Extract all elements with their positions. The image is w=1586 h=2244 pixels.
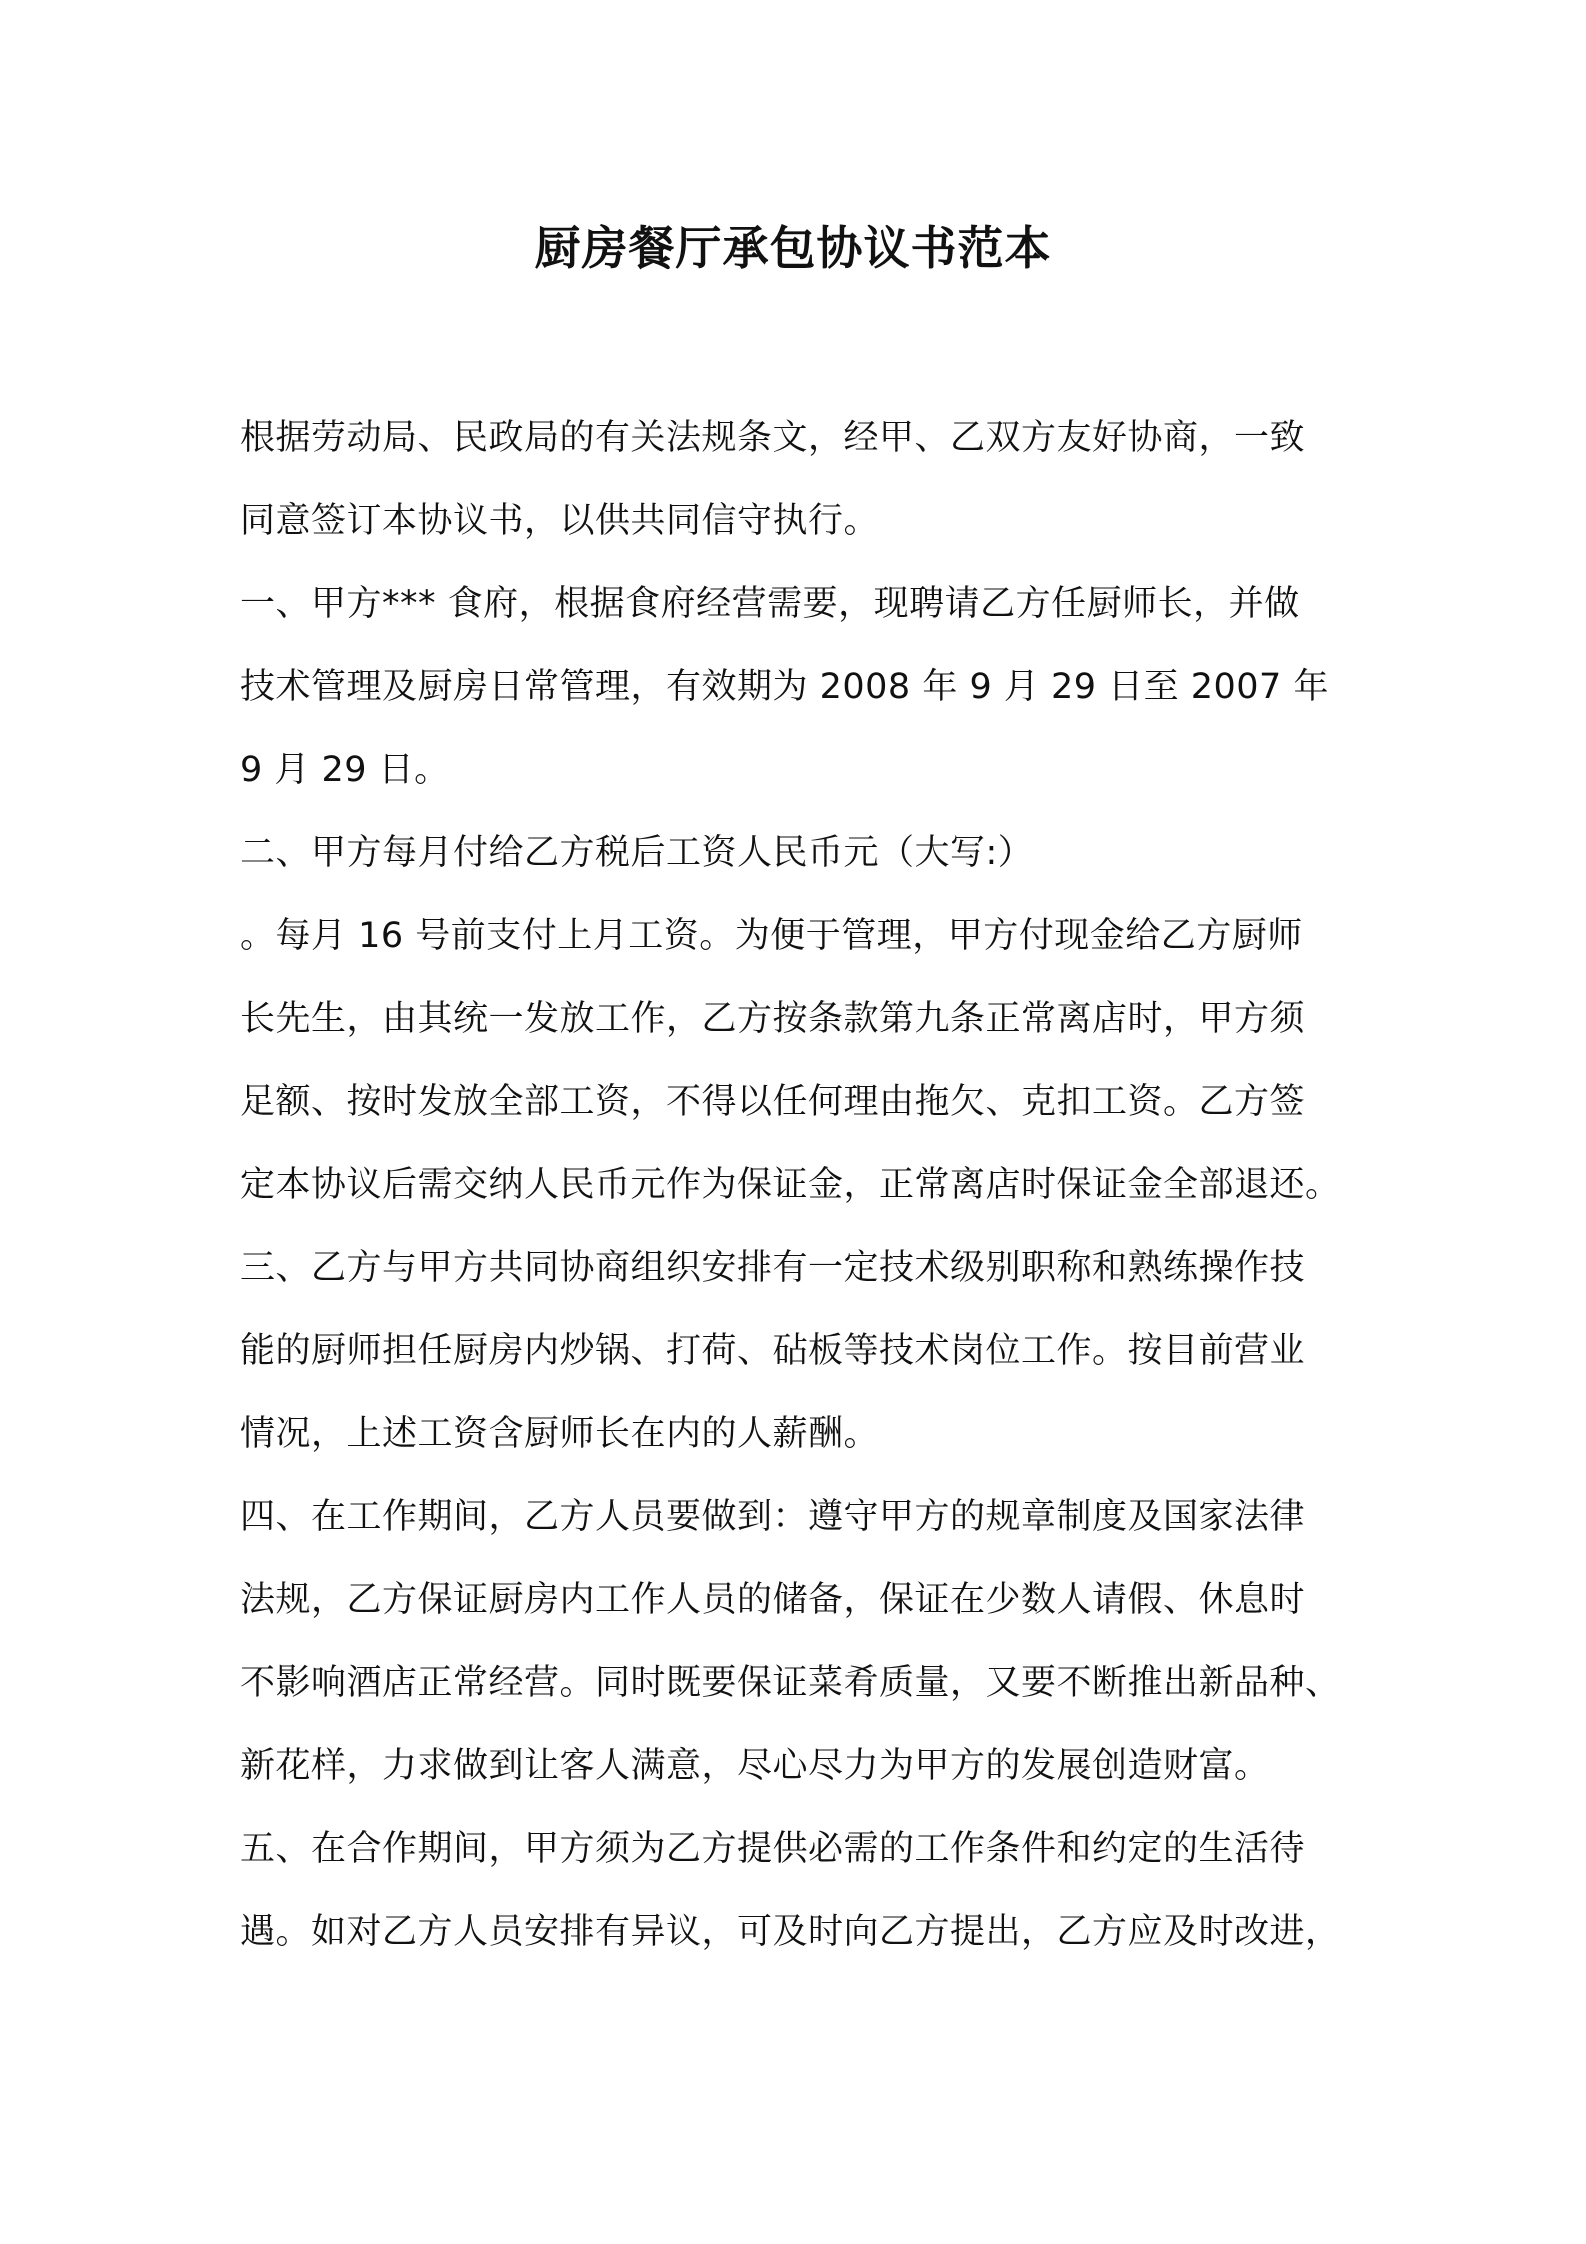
body-line: 一、甲方*** 食府，根据食府经营需要，现聘请乙方任厨师长，并做 [240,584,1300,624]
body-line: 四、在工作期间，乙方人员要做到：遵守甲方的规章制度及国家法律 [240,1497,1306,1537]
body-line: 不影响酒店正常经营。同时既要保证菜肴质量，又要不断推出新品种、 [240,1663,1341,1703]
body-line: 。每月 16 号前支付上月工资。为便于管理，甲方付现金给乙方厨师 [240,916,1303,956]
body-line: 新花样，力求做到让客人满意，尽心尽力为甲方的发展创造财富。 [240,1746,1270,1786]
document-title: 厨房餐厅承包协议书范本 [534,221,1052,275]
body-line: 情况，上述工资含厨师长在内的人薪酬。 [240,1414,880,1454]
body-line: 同意签订本协议书，以供共同信守执行。 [240,501,880,541]
body-line: 根据劳动局、民政局的有关法规条文，经甲、乙双方友好协商，一致 [240,418,1306,458]
body-line: 9 月 29 日。 [240,750,450,790]
body-line: 足额、按时发放全部工资，不得以任何理由拖欠、克扣工资。乙方签 [240,1082,1306,1122]
body-line: 法规，乙方保证厨房内工作人员的储备，保证在少数人请假、休息时 [240,1580,1306,1620]
body-line: 遇。如对乙方人员安排有异议，可及时向乙方提出，乙方应及时改进， [240,1912,1341,1952]
body-line: 二、甲方每月付给乙方税后工资人民币元（大写:） [240,833,1034,873]
body-line: 定本协议后需交纳人民币元作为保证金，正常离店时保证金全部退还。 [240,1165,1341,1205]
body-line: 技术管理及厨房日常管理，有效期为 2008 年 9 月 29 日至 2007 年 [240,667,1329,707]
body-line: 三、乙方与甲方共同协商组织安排有一定技术级别职称和熟练操作技 [240,1248,1306,1288]
body-line: 五、在合作期间，甲方须为乙方提供必需的工作条件和约定的生活待 [240,1829,1306,1869]
body-line: 能的厨师担任厨房内炒锅、打荷、砧板等技术岗位工作。按目前营业 [240,1331,1306,1371]
body-line: 长先生，由其统一发放工作，乙方按条款第九条正常离店时，甲方须 [240,999,1306,1039]
